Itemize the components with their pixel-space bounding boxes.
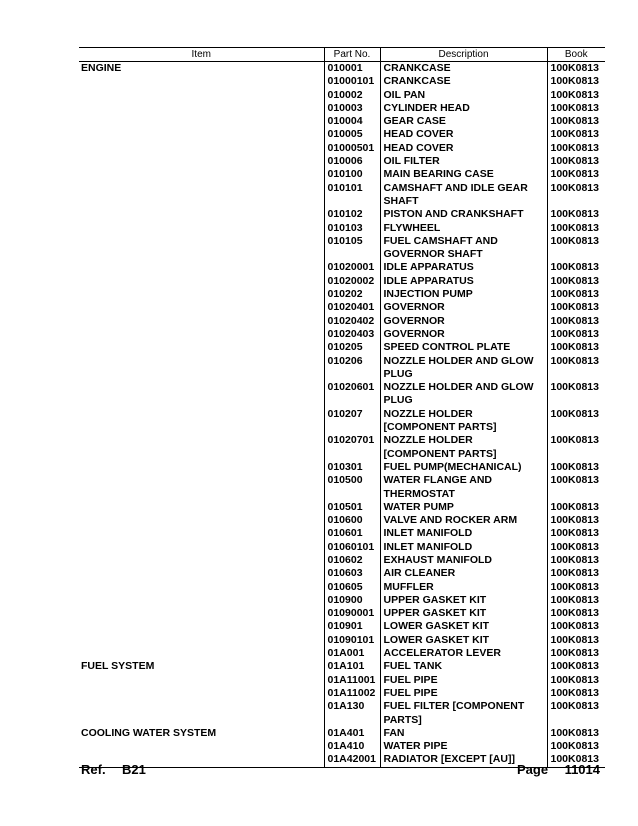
row-part-no-cell: 010206 xyxy=(324,355,380,382)
row-description-cell: FUEL FILTER [COMPONENT PARTS] xyxy=(380,700,547,727)
table-row xyxy=(79,102,605,115)
row-description-cell: AIR CLEANER xyxy=(380,567,547,580)
row-description-cell: VALVE AND ROCKER ARM xyxy=(380,514,547,527)
row-item-cell xyxy=(79,301,324,314)
table-row xyxy=(79,142,605,155)
row-description-cell: IDLE APPARATUS xyxy=(380,261,547,274)
row-book-cell: 100K0813 xyxy=(547,102,605,115)
row-item-cell xyxy=(79,541,324,554)
row-item-cell: COOLING WATER SYSTEM xyxy=(81,726,217,739)
row-part-no-cell: 01020601 xyxy=(324,381,380,408)
row-book-cell: 100K0813 xyxy=(547,474,605,501)
row-book-cell: 100K0813 xyxy=(547,288,605,301)
row-part-no-cell: 010501 xyxy=(324,501,380,514)
row-description-cell: OIL PAN xyxy=(380,89,547,102)
table-row xyxy=(79,301,605,314)
row-part-no-cell: 010500 xyxy=(324,474,380,501)
row-book-cell: 100K0813 xyxy=(547,328,605,341)
row-item-cell xyxy=(79,607,324,620)
table-row xyxy=(79,554,605,567)
row-item-cell xyxy=(79,567,324,580)
table-row xyxy=(79,607,605,620)
table-row xyxy=(79,341,605,354)
row-description-cell: WATER PUMP xyxy=(380,501,547,514)
row-description-cell: RADIATOR [EXCEPT [AU]] xyxy=(380,753,547,767)
table-row xyxy=(79,89,605,102)
row-part-no-cell: 010605 xyxy=(324,581,380,594)
row-book-cell: 100K0813 xyxy=(547,527,605,540)
row-part-no-cell: 010202 xyxy=(324,288,380,301)
row-book-cell: 100K0813 xyxy=(547,461,605,474)
row-item-cell xyxy=(79,381,324,408)
table-body xyxy=(79,62,605,768)
row-part-no-cell: 01000501 xyxy=(324,142,380,155)
row-part-no-cell: 01A410 xyxy=(324,740,380,753)
table-row xyxy=(79,328,605,341)
row-description-cell: IDLE APPARATUS xyxy=(380,275,547,288)
row-part-no-cell: 01060101 xyxy=(324,541,380,554)
table-row xyxy=(79,727,605,740)
row-part-no-cell: 01A001 xyxy=(324,647,380,660)
table-row xyxy=(79,315,605,328)
table-row xyxy=(79,261,605,274)
table-row xyxy=(79,687,605,700)
row-book-cell: 100K0813 xyxy=(547,408,605,435)
row-description-cell: FAN xyxy=(380,727,547,740)
row-item-cell xyxy=(79,700,324,727)
row-part-no-cell: 01A101 xyxy=(324,660,380,673)
row-book-cell: 100K0813 xyxy=(547,687,605,700)
row-book-cell: 100K0813 xyxy=(547,355,605,382)
row-description-cell: LOWER GASKET KIT xyxy=(380,620,547,633)
row-book-cell: 100K0813 xyxy=(547,567,605,580)
row-book-cell: 100K0813 xyxy=(547,75,605,88)
row-part-no-cell: 010003 xyxy=(324,102,380,115)
table-row xyxy=(79,355,605,382)
row-item-cell xyxy=(79,102,324,115)
row-item-cell xyxy=(79,554,324,567)
header-book: Book xyxy=(547,48,605,62)
header-part-no: Part No. xyxy=(324,48,380,62)
row-part-no-cell: 01020002 xyxy=(324,275,380,288)
table-row xyxy=(79,501,605,514)
row-book-cell: 100K0813 xyxy=(547,607,605,620)
row-description-cell: FUEL PIPE xyxy=(380,674,547,687)
row-book-cell: 100K0813 xyxy=(547,700,605,727)
row-book-cell: 100K0813 xyxy=(547,142,605,155)
row-description-cell: GOVERNOR xyxy=(380,301,547,314)
row-part-no-cell: 01020402 xyxy=(324,315,380,328)
table-row xyxy=(79,620,605,633)
row-description-cell: NOZZLE HOLDER AND GLOW PLUG xyxy=(380,381,547,408)
row-part-no-cell: 010602 xyxy=(324,554,380,567)
row-part-no-cell: 010901 xyxy=(324,620,380,633)
row-item-cell xyxy=(79,261,324,274)
table-row xyxy=(79,128,605,141)
row-book-cell: 100K0813 xyxy=(547,381,605,408)
row-part-no-cell: 010005 xyxy=(324,128,380,141)
row-part-no-cell: 01020001 xyxy=(324,261,380,274)
row-item-cell xyxy=(79,142,324,155)
row-book-cell: 100K0813 xyxy=(547,89,605,102)
row-book-cell: 100K0813 xyxy=(547,541,605,554)
table-row xyxy=(79,208,605,221)
row-item-cell xyxy=(79,128,324,141)
row-book-cell: 100K0813 xyxy=(547,182,605,209)
row-description-cell: FUEL PIPE xyxy=(380,687,547,700)
row-book-cell: 100K0813 xyxy=(547,620,605,633)
row-description-cell: WATER FLANGE AND THERMOSTAT xyxy=(380,474,547,501)
table-row xyxy=(79,115,605,128)
row-description-cell: CYLINDER HEAD xyxy=(380,102,547,115)
row-description-cell: INLET MANIFOLD xyxy=(380,527,547,540)
row-part-no-cell: 010001 xyxy=(324,62,380,76)
row-book-cell: 100K0813 xyxy=(547,727,605,740)
row-description-cell: PISTON AND CRANKSHAFT xyxy=(380,208,547,221)
row-part-no-cell: 010207 xyxy=(324,408,380,435)
row-description-cell: EXHAUST MANIFOLD xyxy=(380,554,547,567)
row-item-cell xyxy=(79,740,324,753)
row-description-cell: HEAD COVER xyxy=(380,142,547,155)
row-item-cell xyxy=(79,514,324,527)
row-part-no-cell: 010103 xyxy=(324,222,380,235)
row-description-cell: MAIN BEARING CASE xyxy=(380,168,547,181)
row-item-cell xyxy=(79,674,324,687)
table-row xyxy=(79,288,605,301)
table-row xyxy=(79,381,605,408)
parts-index-sheet xyxy=(79,47,605,768)
row-description-cell: FUEL CAMSHAFT AND GOVERNOR SHAFT xyxy=(380,235,547,262)
row-description-cell: FUEL PUMP(MECHANICAL) xyxy=(380,461,547,474)
row-part-no-cell: 010900 xyxy=(324,594,380,607)
table-header xyxy=(79,48,605,62)
row-part-no-cell: 01A11002 xyxy=(324,687,380,700)
row-description-cell: GEAR CASE xyxy=(380,115,547,128)
row-book-cell: 100K0813 xyxy=(547,674,605,687)
header-row xyxy=(79,48,605,62)
row-part-no-cell: 01A130 xyxy=(324,700,380,727)
row-book-cell: 100K0813 xyxy=(547,660,605,673)
row-book-cell: 100K0813 xyxy=(547,235,605,262)
row-description-cell: ACCELERATOR LEVER xyxy=(380,647,547,660)
table-row xyxy=(79,168,605,181)
table-row xyxy=(79,700,605,727)
row-book-cell: 100K0813 xyxy=(547,62,605,76)
row-item-cell xyxy=(79,527,324,540)
header-description: Description xyxy=(380,48,547,62)
row-description-cell: LOWER GASKET KIT xyxy=(380,634,547,647)
row-part-no-cell: 01020701 xyxy=(324,434,380,461)
row-description-cell: INJECTION PUMP xyxy=(380,288,547,301)
table-row xyxy=(79,182,605,209)
table-row xyxy=(79,514,605,527)
table-row xyxy=(79,674,605,687)
table-row xyxy=(79,647,605,660)
row-book-cell: 100K0813 xyxy=(547,315,605,328)
row-item-cell xyxy=(79,222,324,235)
page-label: Page xyxy=(517,762,549,777)
table-row xyxy=(79,474,605,501)
row-item-cell: ENGINE xyxy=(81,62,122,74)
row-part-no-cell: 01A401 xyxy=(324,727,380,740)
row-book-cell: 100K0813 xyxy=(547,275,605,288)
row-part-no-cell: 010002 xyxy=(324,89,380,102)
row-item-cell xyxy=(79,581,324,594)
row-part-no-cell: 010205 xyxy=(324,341,380,354)
row-book-cell: 100K0813 xyxy=(547,128,605,141)
parts-table xyxy=(79,47,605,768)
row-item-cell xyxy=(79,89,324,102)
table-row xyxy=(79,408,605,435)
row-book-cell: 100K0813 xyxy=(547,341,605,354)
table-row xyxy=(79,660,605,673)
row-part-no-cell: 010006 xyxy=(324,155,380,168)
row-item-cell xyxy=(79,620,324,633)
row-description-cell: FUEL TANK xyxy=(380,660,547,673)
table-row xyxy=(79,740,605,753)
row-book-cell: 100K0813 xyxy=(547,261,605,274)
row-description-cell: SPEED CONTROL PLATE xyxy=(380,341,547,354)
ref-value: B21 xyxy=(122,762,146,777)
row-item-cell xyxy=(79,235,324,262)
row-item-cell xyxy=(79,461,324,474)
table-row xyxy=(79,434,605,461)
row-book-cell: 100K0813 xyxy=(547,753,605,767)
table-row xyxy=(79,155,605,168)
row-description-cell: CRANKCASE xyxy=(380,75,547,88)
row-book-cell: 100K0813 xyxy=(547,740,605,753)
row-book-cell: 100K0813 xyxy=(547,554,605,567)
row-item-cell xyxy=(79,182,324,209)
row-item-cell xyxy=(79,355,324,382)
row-description-cell: GOVERNOR xyxy=(380,315,547,328)
row-item-cell xyxy=(79,474,324,501)
row-description-cell: UPPER GASKET KIT xyxy=(380,607,547,620)
row-part-no-cell: 010004 xyxy=(324,115,380,128)
row-item-cell xyxy=(79,434,324,461)
row-part-no-cell: 010105 xyxy=(324,235,380,262)
row-description-cell: WATER PIPE xyxy=(380,740,547,753)
row-part-no-cell: 010100 xyxy=(324,168,380,181)
row-item-cell xyxy=(79,634,324,647)
table-row xyxy=(79,235,605,262)
row-book-cell: 100K0813 xyxy=(547,208,605,221)
row-item-cell xyxy=(79,647,324,660)
row-book-cell: 100K0813 xyxy=(547,434,605,461)
table-row xyxy=(79,634,605,647)
row-book-cell: 100K0813 xyxy=(547,168,605,181)
row-item-cell xyxy=(79,501,324,514)
row-item-cell xyxy=(79,115,324,128)
row-part-no-cell: 010603 xyxy=(324,567,380,580)
row-part-no-cell: 010102 xyxy=(324,208,380,221)
row-description-cell: UPPER GASKET KIT xyxy=(380,594,547,607)
row-description-cell: CRANKCASE xyxy=(380,62,547,76)
row-item-cell xyxy=(79,687,324,700)
row-item-cell xyxy=(79,168,324,181)
row-description-cell: NOZZLE HOLDER [COMPONENT PARTS] xyxy=(380,434,547,461)
row-book-cell: 100K0813 xyxy=(547,115,605,128)
row-item-cell xyxy=(79,408,324,435)
row-description-cell: OIL FILTER xyxy=(380,155,547,168)
row-description-cell: FLYWHEEL xyxy=(380,222,547,235)
row-item-cell xyxy=(79,341,324,354)
row-book-cell: 100K0813 xyxy=(547,594,605,607)
table-row xyxy=(79,222,605,235)
table-row xyxy=(79,594,605,607)
row-book-cell: 100K0813 xyxy=(547,634,605,647)
row-description-cell: INLET MANIFOLD xyxy=(380,541,547,554)
row-part-no-cell: 01A42001 xyxy=(324,753,380,767)
row-book-cell: 100K0813 xyxy=(547,222,605,235)
row-part-no-cell: 010600 xyxy=(324,514,380,527)
table-row xyxy=(79,541,605,554)
table-row xyxy=(79,62,605,76)
row-part-no-cell: 01000101 xyxy=(324,75,380,88)
row-item-cell xyxy=(79,208,324,221)
row-part-no-cell: 01090001 xyxy=(324,607,380,620)
row-part-no-cell: 010101 xyxy=(324,182,380,209)
row-part-no-cell: 010601 xyxy=(324,527,380,540)
row-item-cell: FUEL SYSTEM xyxy=(81,660,155,673)
row-description-cell: GOVERNOR xyxy=(380,328,547,341)
row-item-cell xyxy=(79,155,324,168)
row-part-no-cell: 01020401 xyxy=(324,301,380,314)
row-description-cell: CAMSHAFT AND IDLE GEAR SHAFT xyxy=(380,182,547,209)
row-item-cell xyxy=(79,328,324,341)
row-book-cell: 100K0813 xyxy=(547,301,605,314)
page-footer xyxy=(79,762,605,780)
row-book-cell: 100K0813 xyxy=(547,647,605,660)
table-row xyxy=(79,567,605,580)
row-part-no-cell: 01020403 xyxy=(324,328,380,341)
row-item-cell xyxy=(79,594,324,607)
row-item-cell xyxy=(79,288,324,301)
row-part-no-cell: 01090101 xyxy=(324,634,380,647)
row-part-no-cell: 01A11001 xyxy=(324,674,380,687)
row-description-cell: HEAD COVER xyxy=(380,128,547,141)
row-item-cell xyxy=(79,75,324,88)
table-row xyxy=(79,527,605,540)
row-book-cell: 100K0813 xyxy=(547,501,605,514)
table-row xyxy=(79,461,605,474)
table-row xyxy=(79,75,605,88)
row-item-cell xyxy=(79,315,324,328)
ref-label: Ref. xyxy=(81,762,106,777)
row-description-cell: MUFFLER xyxy=(380,581,547,594)
row-part-no-cell: 010301 xyxy=(324,461,380,474)
table-row xyxy=(79,581,605,594)
row-description-cell: NOZZLE HOLDER AND GLOW PLUG xyxy=(380,355,547,382)
page-number: 11014 xyxy=(564,762,600,777)
row-book-cell: 100K0813 xyxy=(547,581,605,594)
table-row xyxy=(79,275,605,288)
header-item: Item xyxy=(79,48,324,62)
row-book-cell: 100K0813 xyxy=(547,155,605,168)
row-description-cell: NOZZLE HOLDER [COMPONENT PARTS] xyxy=(380,408,547,435)
row-item-cell xyxy=(79,275,324,288)
row-book-cell: 100K0813 xyxy=(547,514,605,527)
